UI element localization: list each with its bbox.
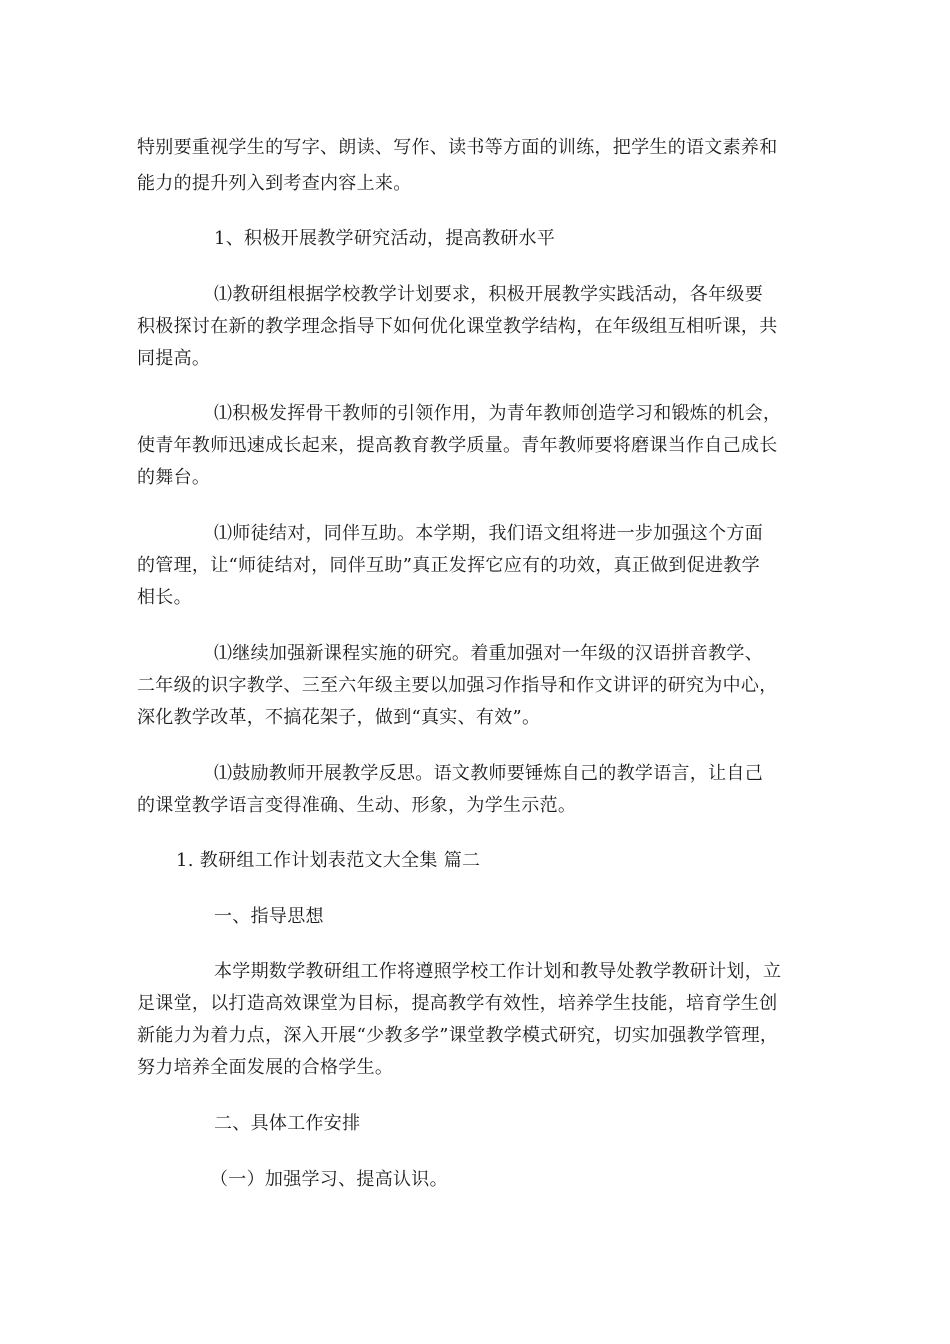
item3-line-2: 的管理，让“师徒结对，同伴互助”真正发挥它应有的功效，真正做到促进教学 — [137, 555, 760, 576]
item2-line-2: 使青年教师迅速成长起来，提高教育教学质量。青年教师要将磨课当作自己成长 — [137, 435, 778, 456]
item5-line-2: 的课堂教学语言变得准确、生动、形象，为学生示范。 — [137, 795, 577, 816]
item2-line-3: 的舞台。 — [137, 467, 211, 488]
item1-line-1: ⑴教研组根据学校教学计划要求，积极开展教学实践活动，各年级要 — [214, 284, 763, 305]
item3-line-3: 相长。 — [137, 587, 192, 608]
intro-line-2: 能力的提升列入到考查内容上来。 — [137, 173, 412, 194]
guide-para-line-4: 努力培养全面发展的合格学生。 — [137, 1057, 394, 1078]
item4-line-2: 二年级的识字教学、三至六年级主要以加强习作指导和作文讲评的研究为中心， — [137, 675, 778, 696]
arrangement-heading: 二、具体工作安排 — [214, 1113, 361, 1134]
guide-heading: 一、指导思想 — [214, 906, 324, 927]
sub1-heading: （一）加强学习、提高认识。 — [210, 1169, 448, 1190]
guide-para-line-2: 足课堂，以打造高效课堂为目标，提高教学有效性，培养学生技能，培育学生创 — [137, 993, 778, 1014]
guide-para-line-3: 新能力为着力点，深入开展“少教多学”课堂教学模式研究，切实加强教学管理， — [137, 1025, 779, 1046]
item5-line-1: ⑴鼓励教师开展教学反思。语文教师要锤炼自己的教学语言，让自己 — [214, 763, 763, 784]
guide-para-line-1: 本学期数学教研组工作将遵照学校工作计划和教导处教学教研计划，立 — [214, 961, 782, 982]
section1-heading: 1、积极开展教学研究活动，提高教研水平 — [214, 228, 556, 249]
item3-line-1: ⑴师徒结对，同伴互助。本学期，我们语文组将进一步加强这个方面 — [214, 523, 763, 544]
item4-line-3: 深化教学改革，不搞花架子，做到“真实、有效”。 — [137, 707, 541, 728]
part2-title: 1. 教研组工作计划表范文大全集 篇二 — [176, 850, 481, 871]
intro-line-1: 特别要重视学生的写字、朗读、写作、读书等方面的训练，把学生的语文素养和 — [137, 137, 778, 158]
item4-line-1: ⑴继续加强新课程实施的研究。着重加强对一年级的汉语拼音教学、 — [214, 643, 763, 664]
item1-line-3: 同提高。 — [137, 348, 211, 369]
item2-line-1: ⑴积极发挥骨干教师的引领作用，为青年教师创造学习和锻炼的机会， — [214, 403, 782, 424]
item1-line-2: 积极探讨在新的教学理念指导下如何优化课堂教学结构，在年级组互相听课，共 — [137, 316, 778, 337]
